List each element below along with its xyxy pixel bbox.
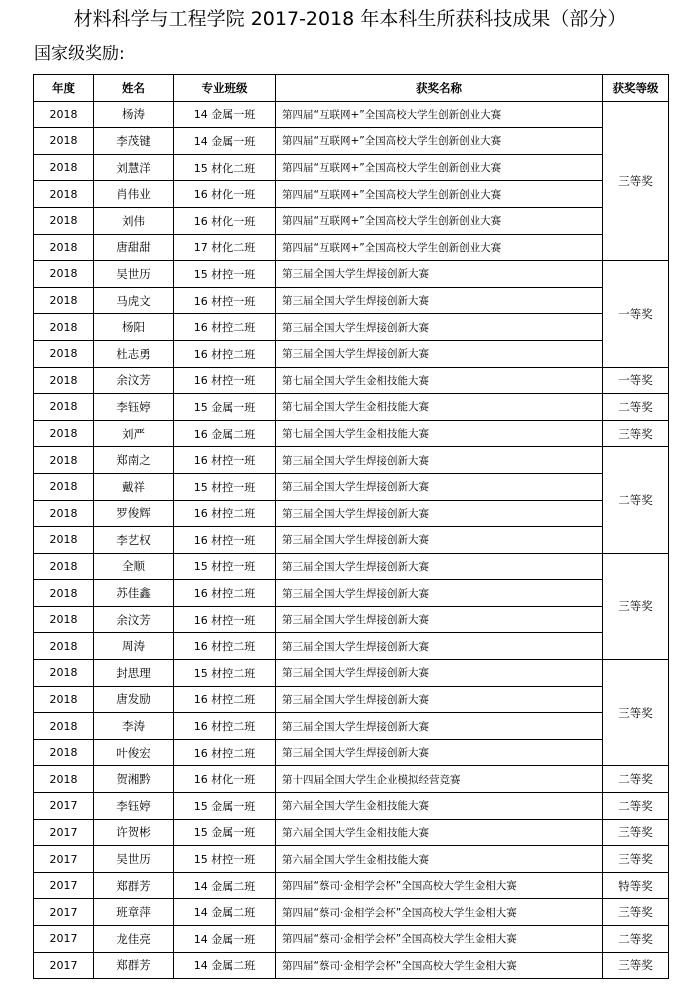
cell-class: 16 材控一班 [174, 367, 276, 394]
table-row [34, 154, 669, 181]
cell-name: 肖伟业 [94, 181, 174, 208]
cell-class: 14 金属二班 [174, 899, 276, 926]
cell-year: 2018 [34, 447, 94, 474]
table-row [34, 394, 669, 421]
table-row [34, 207, 669, 234]
cell-competition: 第四届“互联网+”全国高校大学生创新创业大赛 [276, 181, 603, 208]
header-year: 年度 [34, 75, 94, 102]
table-row [34, 793, 669, 820]
cell-name: 唐甜甜 [94, 234, 174, 261]
table-row [34, 181, 669, 208]
cell-award: 三等奖 [603, 101, 669, 261]
cell-competition: 第四届“蔡司·金相学会杯”全国高校大学生金相大赛 [276, 926, 603, 953]
cell-name: 罗俊辉 [94, 500, 174, 527]
cell-year: 2017 [34, 819, 94, 846]
cell-competition: 第四届“蔡司·金相学会杯”全国高校大学生金相大赛 [276, 952, 603, 979]
table-row [34, 261, 669, 288]
cell-competition: 第三届全国大学生焊接创新大赛 [276, 633, 603, 660]
cell-award: 三等奖 [603, 553, 669, 659]
table-row [34, 128, 669, 155]
table-row [34, 633, 669, 660]
cell-award: 二等奖 [603, 447, 669, 553]
cell-competition: 第三届全国大学生焊接创新大赛 [276, 606, 603, 633]
cell-award: 一等奖 [603, 367, 669, 394]
cell-name: 苏佳鑫 [94, 580, 174, 607]
cell-year: 2017 [34, 872, 94, 899]
cell-class: 16 材控一班 [174, 527, 276, 554]
table-row [34, 952, 669, 979]
cell-year: 2018 [34, 340, 94, 367]
cell-name: 周涛 [94, 633, 174, 660]
header-award: 获奖等级 [603, 75, 669, 102]
cell-competition: 第四届“蔡司·金相学会杯”全国高校大学生金相大赛 [276, 872, 603, 899]
cell-name: 杨阳 [94, 314, 174, 341]
cell-competition: 第三届全国大学生焊接创新大赛 [276, 314, 603, 341]
cell-name: 杨涛 [94, 101, 174, 128]
cell-class: 15 材控一班 [174, 553, 276, 580]
cell-name: 唐发励 [94, 686, 174, 713]
cell-name: 全顺 [94, 553, 174, 580]
cell-class: 16 材控二班 [174, 314, 276, 341]
cell-class: 15 材化二班 [174, 154, 276, 181]
cell-year: 2018 [34, 553, 94, 580]
cell-competition: 第三届全国大学生焊接创新大赛 [276, 713, 603, 740]
cell-year: 2018 [34, 128, 94, 155]
cell-name: 李钰婷 [94, 394, 174, 421]
cell-competition: 第三届全国大学生焊接创新大赛 [276, 287, 603, 314]
cell-award: 三等奖 [603, 819, 669, 846]
cell-competition: 第六届全国大学生金相技能大赛 [276, 819, 603, 846]
cell-competition: 第三届全国大学生焊接创新大赛 [276, 261, 603, 288]
cell-competition: 第四届“蔡司·金相学会杯”全国高校大学生金相大赛 [276, 899, 603, 926]
cell-class: 15 材控二班 [174, 660, 276, 687]
cell-competition: 第三届全国大学生焊接创新大赛 [276, 500, 603, 527]
cell-year: 2018 [34, 420, 94, 447]
cell-year: 2018 [34, 686, 94, 713]
cell-class: 16 材化一班 [174, 766, 276, 793]
cell-year: 2017 [34, 899, 94, 926]
header-competition: 获奖名称 [276, 75, 603, 102]
table-row [34, 101, 669, 128]
cell-name: 李艺权 [94, 527, 174, 554]
cell-year: 2018 [34, 500, 94, 527]
cell-year: 2017 [34, 846, 94, 873]
table-row [34, 580, 669, 607]
cell-name: 余汶芳 [94, 367, 174, 394]
table-row [34, 926, 669, 953]
table-row [34, 713, 669, 740]
cell-year: 2018 [34, 367, 94, 394]
cell-award: 三等奖 [603, 952, 669, 979]
cell-name: 吴世历 [94, 261, 174, 288]
cell-name: 郑群芳 [94, 952, 174, 979]
cell-class: 15 材控一班 [174, 473, 276, 500]
table-row [34, 420, 669, 447]
cell-name: 郑南之 [94, 447, 174, 474]
cell-award: 三等奖 [603, 660, 669, 766]
cell-competition: 第七届全国大学生金相技能大赛 [276, 420, 603, 447]
cell-award: 二等奖 [603, 394, 669, 421]
cell-award: 三等奖 [603, 420, 669, 447]
cell-year: 2018 [34, 606, 94, 633]
table-row [34, 527, 669, 554]
cell-year: 2018 [34, 181, 94, 208]
cell-class: 16 材控二班 [174, 500, 276, 527]
cell-award: 一等奖 [603, 261, 669, 367]
cell-competition: 第三届全国大学生焊接创新大赛 [276, 686, 603, 713]
table-row [34, 606, 669, 633]
cell-class: 14 金属二班 [174, 952, 276, 979]
cell-class: 15 金属一班 [174, 394, 276, 421]
cell-class: 14 金属二班 [174, 872, 276, 899]
cell-competition: 第七届全国大学生金相技能大赛 [276, 394, 603, 421]
cell-competition: 第四届“互联网+”全国高校大学生创新创业大赛 [276, 101, 603, 128]
table-header-row [34, 75, 669, 102]
table-row [34, 447, 669, 474]
cell-class: 14 金属一班 [174, 128, 276, 155]
table-row [34, 686, 669, 713]
cell-year: 2017 [34, 926, 94, 953]
cell-name: 许贺彬 [94, 819, 174, 846]
cell-name: 吴世历 [94, 846, 174, 873]
cell-year: 2018 [34, 473, 94, 500]
table-row [34, 872, 669, 899]
cell-class: 16 材控二班 [174, 580, 276, 607]
cell-year: 2018 [34, 739, 94, 766]
cell-name: 封思理 [94, 660, 174, 687]
awards-table [33, 74, 669, 979]
cell-class: 15 材控一班 [174, 846, 276, 873]
cell-competition: 第三届全国大学生焊接创新大赛 [276, 580, 603, 607]
table-row [34, 819, 669, 846]
cell-class: 16 材控一班 [174, 287, 276, 314]
table-row [34, 553, 669, 580]
cell-class: 16 材控二班 [174, 739, 276, 766]
cell-class: 15 金属一班 [174, 819, 276, 846]
cell-year: 2018 [34, 660, 94, 687]
cell-competition: 第三届全国大学生焊接创新大赛 [276, 473, 603, 500]
cell-year: 2018 [34, 287, 94, 314]
cell-competition: 第四届“互联网+”全国高校大学生创新创业大赛 [276, 154, 603, 181]
cell-name: 李钰婷 [94, 793, 174, 820]
cell-award: 特等奖 [603, 872, 669, 899]
cell-name: 李茂键 [94, 128, 174, 155]
cell-class: 16 材化一班 [174, 207, 276, 234]
cell-year: 2018 [34, 713, 94, 740]
table-row [34, 766, 669, 793]
cell-name: 李涛 [94, 713, 174, 740]
cell-name: 叶俊宏 [94, 739, 174, 766]
cell-competition: 第三届全国大学生焊接创新大赛 [276, 739, 603, 766]
header-class: 专业班级 [174, 75, 276, 102]
cell-competition: 第三届全国大学生焊接创新大赛 [276, 447, 603, 474]
cell-class: 16 材控一班 [174, 447, 276, 474]
cell-award: 三等奖 [603, 846, 669, 873]
table-row [34, 340, 669, 367]
table-row [34, 287, 669, 314]
header-name: 姓名 [94, 75, 174, 102]
cell-year: 2018 [34, 580, 94, 607]
cell-name: 刘伟 [94, 207, 174, 234]
table-body [34, 101, 669, 979]
cell-competition: 第六届全国大学生金相技能大赛 [276, 846, 603, 873]
cell-class: 16 材化一班 [174, 181, 276, 208]
cell-class: 16 材控一班 [174, 606, 276, 633]
table-row [34, 367, 669, 394]
cell-competition: 第三届全国大学生焊接创新大赛 [276, 340, 603, 367]
cell-class: 16 材控二班 [174, 686, 276, 713]
cell-class: 16 材控二班 [174, 633, 276, 660]
cell-competition: 第七届全国大学生金相技能大赛 [276, 367, 603, 394]
document-title: 材料科学与工程学院 2017-2018 年本科生所获科技成果（部分） [73, 8, 627, 30]
cell-award: 二等奖 [603, 793, 669, 820]
cell-name: 班章萍 [94, 899, 174, 926]
cell-name: 郑群芳 [94, 872, 174, 899]
cell-competition: 第四届“互联网+”全国高校大学生创新创业大赛 [276, 207, 603, 234]
cell-name: 刘慧洋 [94, 154, 174, 181]
cell-class: 15 金属一班 [174, 793, 276, 820]
table-row [34, 500, 669, 527]
table-row [34, 660, 669, 687]
cell-name: 贺湘黔 [94, 766, 174, 793]
cell-year: 2018 [34, 207, 94, 234]
cell-year: 2018 [34, 394, 94, 421]
table-row [34, 739, 669, 766]
cell-award: 二等奖 [603, 926, 669, 953]
table-row [34, 234, 669, 261]
table-row [34, 314, 669, 341]
cell-year: 2018 [34, 766, 94, 793]
table-row [34, 473, 669, 500]
cell-class: 16 材控二班 [174, 713, 276, 740]
cell-year: 2017 [34, 952, 94, 979]
cell-year: 2018 [34, 261, 94, 288]
cell-name: 余汶芳 [94, 606, 174, 633]
cell-name: 刘严 [94, 420, 174, 447]
cell-class: 16 材控二班 [174, 340, 276, 367]
cell-competition: 第四届“互联网+”全国高校大学生创新创业大赛 [276, 128, 603, 155]
cell-class: 17 材化二班 [174, 234, 276, 261]
cell-year: 2018 [34, 101, 94, 128]
section-title: 国家级奖励: [34, 44, 125, 64]
cell-name: 戴祥 [94, 473, 174, 500]
cell-class: 16 金属二班 [174, 420, 276, 447]
cell-competition: 第四届“互联网+”全国高校大学生创新创业大赛 [276, 234, 603, 261]
cell-year: 2018 [34, 314, 94, 341]
cell-competition: 第三届全国大学生焊接创新大赛 [276, 660, 603, 687]
cell-award: 二等奖 [603, 766, 669, 793]
cell-year: 2018 [34, 633, 94, 660]
cell-class: 14 金属一班 [174, 926, 276, 953]
cell-competition: 第十四届全国大学生企业模拟经营竞赛 [276, 766, 603, 793]
cell-year: 2018 [34, 527, 94, 554]
cell-year: 2018 [34, 154, 94, 181]
cell-name: 杜志勇 [94, 340, 174, 367]
cell-class: 15 材控一班 [174, 261, 276, 288]
cell-competition: 第三届全国大学生焊接创新大赛 [276, 553, 603, 580]
cell-name: 龙佳亮 [94, 926, 174, 953]
cell-name: 马虎文 [94, 287, 174, 314]
cell-year: 2018 [34, 234, 94, 261]
cell-year: 2017 [34, 793, 94, 820]
cell-competition: 第六届全国大学生金相技能大赛 [276, 793, 603, 820]
table-row [34, 899, 669, 926]
cell-competition: 第三届全国大学生焊接创新大赛 [276, 527, 603, 554]
table-row [34, 846, 669, 873]
cell-award: 三等奖 [603, 899, 669, 926]
cell-class: 14 金属一班 [174, 101, 276, 128]
